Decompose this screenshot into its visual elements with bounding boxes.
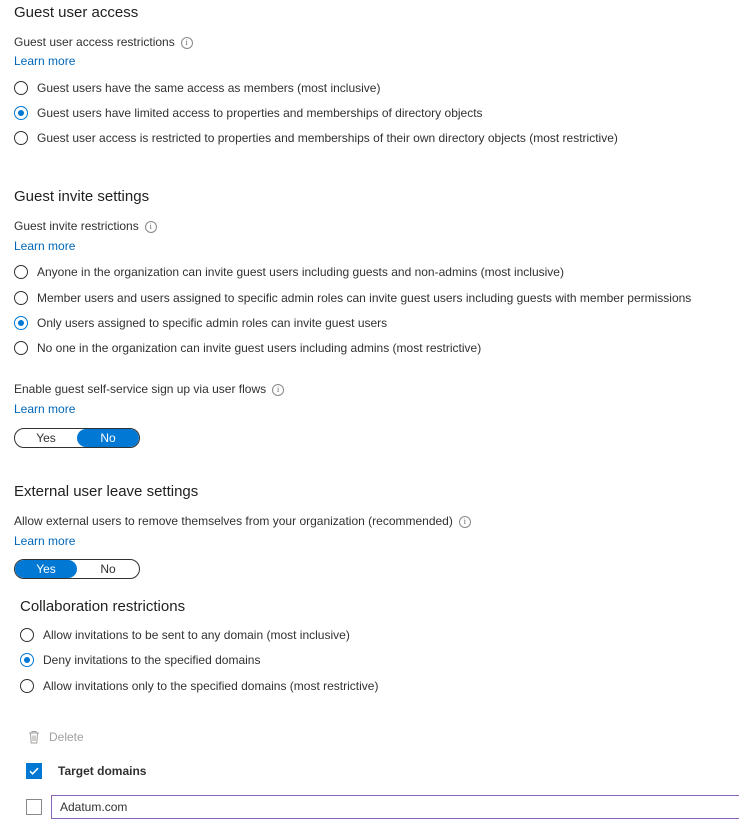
trash-icon [28,730,40,744]
toggle-no-option[interactable]: No [100,562,116,576]
collab-option-2[interactable] [20,652,260,668]
radio-label: Guest users have limited access to properties and memberships of directory objects [37,106,483,120]
self-service-signup-text: Enable guest self-service sign up via user flows [14,382,267,396]
self-service-toggle[interactable] [14,428,140,448]
radio-label: Only users assigned to specific admin roles can invite guest users [37,316,388,330]
guest-invite-option-3[interactable] [14,315,387,331]
radio-label: Allow invitations to be sent to any domain (most inclusive) [43,628,350,642]
info-icon[interactable]: i [181,37,193,49]
external-leave-learn-more-link[interactable]: Learn more [14,534,76,548]
toggle-no-option[interactable]: No [77,429,139,447]
domain-input[interactable] [51,795,739,819]
collab-option-3[interactable] [20,678,378,694]
radio-button[interactable] [14,265,28,279]
radio-button[interactable] [14,291,28,305]
self-service-signup-label [14,382,284,396]
toggle-yes-option[interactable]: Yes [36,431,56,445]
info-icon[interactable]: i [459,516,471,528]
guest-invite-restrictions-text: Guest invite restrictions [14,219,139,233]
guest-invite-option-1[interactable] [14,264,564,280]
delete-label: Delete [49,730,84,744]
info-icon[interactable]: i [145,221,157,233]
radio-button-selected[interactable] [20,653,34,667]
radio-button[interactable] [20,628,34,642]
radio-label: Guest user access is restricted to properties and memberships of their own directory objects (most restrictive) [37,131,618,145]
target-domains-header [26,763,146,779]
info-icon[interactable]: i [272,384,284,396]
select-all-checkbox[interactable] [26,763,42,779]
guest-access-option-3[interactable] [14,130,618,146]
radio-button-selected[interactable] [14,316,28,330]
target-domains-header-label: Target domains [58,764,147,778]
guest-invite-learn-more-link[interactable]: Learn more [14,239,76,253]
guest-invite-settings-title: Guest invite settings [14,188,150,205]
guest-user-access-learn-more-link[interactable]: Learn more [14,54,76,68]
radio-label: Anyone in the organization can invite guest users including guests and non-admins (most inclusive) [37,265,564,279]
guest-access-option-2[interactable] [14,105,483,121]
guest-user-access-restrictions-text: Guest user access restrictions [14,35,175,49]
collaboration-restrictions-title: Collaboration restrictions [20,598,186,615]
self-service-learn-more-link[interactable]: Learn more [14,402,76,416]
allow-external-leave-text: Allow external users to remove themselves from your organization (recommended) [14,514,453,528]
radio-label: Deny invitations to the specified domains [43,653,261,667]
guest-access-option-1[interactable] [14,80,380,96]
radio-button[interactable] [14,81,28,95]
domain-row-checkbox[interactable] [26,799,42,815]
radio-button-selected[interactable] [14,106,28,120]
domain-row [26,795,739,819]
radio-button[interactable] [14,131,28,145]
delete-button[interactable] [28,730,84,744]
radio-label: Allow invitations only to the specified domains (most restrictive) [43,679,379,693]
radio-label: Guest users have the same access as members (most inclusive) [37,81,381,95]
collab-option-1[interactable] [20,627,350,643]
toggle-yes-option[interactable]: Yes [15,560,77,578]
radio-label: No one in the organization can invite guest users including admins (most restrictive) [37,341,482,355]
radio-button[interactable] [14,341,28,355]
guest-invite-restrictions-label [14,219,157,233]
external-leave-toggle[interactable] [14,559,140,579]
guest-user-access-title: Guest user access [14,4,139,21]
checkmark-icon [29,766,39,776]
allow-external-leave-label [14,514,471,528]
external-user-leave-title: External user leave settings [14,483,199,500]
radio-button[interactable] [20,679,34,693]
guest-user-access-restrictions-label [14,35,193,49]
guest-invite-option-2[interactable] [14,290,691,306]
radio-label: Member users and users assigned to specific admin roles can invite guest users including guests with member permissions [37,291,692,305]
guest-invite-option-4[interactable] [14,340,481,356]
